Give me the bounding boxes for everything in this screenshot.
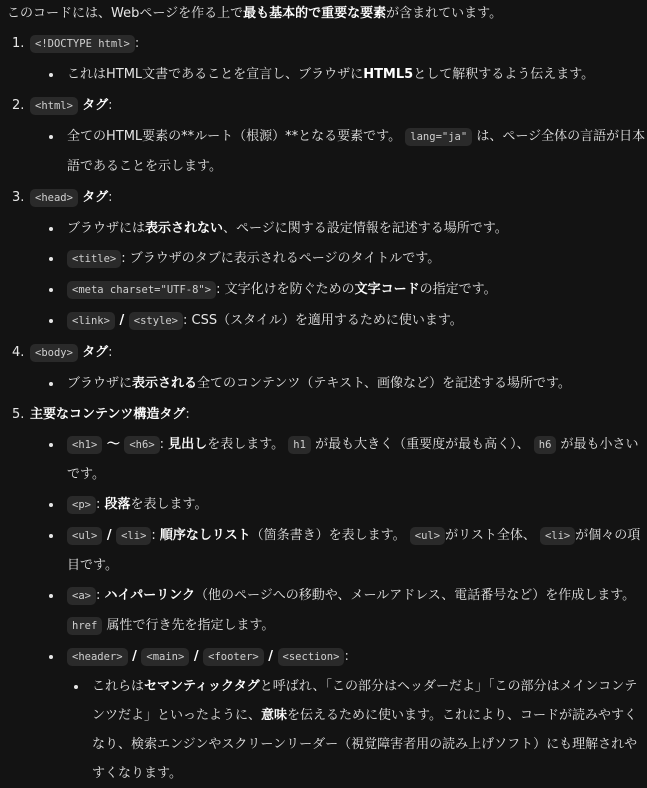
code-chip: <head> (30, 189, 78, 207)
text: : (151, 528, 160, 543)
text: を表します。 (130, 497, 208, 512)
text: を表します。 (207, 437, 285, 452)
text: : (95, 588, 105, 603)
code-chip: <meta charset="UTF-8"> (67, 281, 216, 299)
text: : (159, 437, 169, 452)
text: これはHTML文書であることを宣言し、ブラウザに (67, 67, 364, 82)
bold-text: HTML5 (363, 67, 414, 82)
sub-list (30, 430, 647, 788)
text: が最も小さいです。 (67, 437, 639, 482)
tag-list (7, 29, 647, 788)
colon: : (108, 98, 113, 113)
text: を伝えるために使います。これにより、コードが読みやすくなり、検索エンジンやスクリーンリーダー（視覚障害者用の読み上げソフト）にも理解されやすくなります。 (92, 708, 638, 781)
intro-paragraph (7, 0, 647, 27)
colon: : (134, 36, 140, 51)
code-chip: <li> (540, 527, 575, 545)
sub-list (30, 214, 647, 336)
sub-list-item (38, 214, 647, 243)
text: これらは (92, 679, 145, 694)
list-number: 4. (12, 345, 25, 360)
sub-list-item (38, 306, 647, 336)
separator: / (102, 528, 117, 543)
text: 属性で行き先を指定します。 (106, 618, 275, 633)
code-chip: h1 (288, 436, 311, 454)
text: : (95, 497, 105, 512)
code-chip: <!DOCTYPE html> (30, 35, 135, 53)
bold-text: ハイパーリンク (104, 588, 195, 603)
list-item-html (7, 91, 647, 181)
separator: 〜 (102, 437, 125, 452)
list-item-doctype (7, 29, 647, 89)
text: 全てのコンテンツ（テキスト、画像など）を記述する場所です。 (197, 376, 571, 391)
code-chip: <title> (67, 250, 121, 268)
separator: / (189, 649, 204, 664)
bold-text: 段落 (104, 497, 131, 512)
item-title: タグ (82, 345, 109, 360)
code-chip: <p> (67, 496, 96, 514)
sub-list-item (38, 490, 647, 520)
code-chip: h6 (534, 436, 557, 454)
text: の指定です。 (419, 282, 497, 297)
sub-list (30, 122, 647, 181)
code-chip: <footer> (203, 648, 264, 666)
code-chip: href (67, 617, 102, 635)
text: は、ページ全体の言語が日本語であることを示します。 (67, 129, 646, 174)
list-number: 3. (12, 190, 25, 205)
code-chip: <li> (116, 527, 151, 545)
code-chip: <section> (278, 648, 345, 666)
code-chip: <body> (30, 344, 78, 362)
text: 、ページに関する設定情報を記述する場所です。 (223, 221, 508, 236)
nested-sub-list (67, 672, 647, 788)
colon: : (108, 345, 113, 360)
code-chip: <ul> (67, 527, 102, 545)
list-item-structure-tags (7, 400, 647, 788)
colon: : (108, 190, 113, 205)
code-chip: <link> (67, 312, 115, 330)
list-number: 1. (12, 36, 25, 51)
text: （他のページへの移動や、メールアドレス、電話番号など）を作成します。 (194, 588, 636, 603)
intro-text: このコードには、Webページを作る上で (7, 6, 244, 21)
list-number: 2. (12, 98, 25, 113)
text: （箇条書き）を表します。 (250, 528, 406, 543)
list-item-body (7, 338, 647, 398)
separator: / (114, 313, 129, 328)
code-chip: <a> (67, 587, 96, 605)
text: がリスト全体、 (445, 528, 536, 543)
list-number: 5. (12, 407, 25, 422)
colon: : (344, 649, 349, 664)
bold-text: 順序なしリスト (159, 528, 251, 543)
code-chip: <h6> (124, 436, 159, 454)
text: 全てのHTML要素の**ルート（根源）**となる要素です。 (67, 129, 402, 144)
code-chip: <ul> (410, 527, 445, 545)
list-item-head (7, 183, 647, 336)
bold-text: 表示される (132, 376, 198, 391)
sub-list-item (38, 275, 647, 305)
intro-bold: 最も基本的で重要な要素 (243, 6, 387, 21)
sub-list-item (38, 244, 647, 274)
code-chip: lang="ja" (405, 128, 472, 146)
sub-list (30, 369, 647, 398)
nested-list-item (67, 672, 647, 788)
separator: / (127, 649, 142, 664)
bold-text: 見出し (168, 437, 208, 452)
intro-text-end: が含まれています。 (386, 6, 503, 21)
code-chip: <header> (67, 648, 128, 666)
sub-list-item (38, 60, 647, 89)
code-chip: <style> (129, 312, 183, 330)
bold-text: セマンティックタグ (144, 679, 260, 694)
text: : ブラウザのタブに表示されるページのタイトルです。 (121, 251, 441, 266)
colon: : (185, 407, 190, 422)
sub-list (30, 60, 647, 89)
item-title: タグ (82, 190, 109, 205)
text: : CSS（スタイル）を適用するために使います。 (183, 313, 463, 328)
text: : 文字化けを防ぐための (216, 282, 355, 297)
code-chip: <h1> (67, 436, 102, 454)
bold-text: 表示されない (145, 221, 224, 236)
text: として解釈するよう伝えます。 (413, 67, 595, 82)
separator: / (263, 649, 278, 664)
sub-list-item (38, 430, 647, 489)
sub-list-item (38, 642, 647, 788)
text: が最も大きく（重要度が最も高く）、 (315, 437, 530, 452)
item-title: 主要なコンテンツ構造タグ (30, 407, 186, 422)
code-chip: <main> (141, 648, 189, 666)
bold-text: 文字コード (354, 282, 420, 297)
bold-text: 意味 (261, 708, 288, 723)
sub-list-item (38, 122, 647, 181)
item-title: タグ (82, 98, 109, 113)
code-chip: <html> (30, 97, 78, 115)
sub-list-item (38, 369, 647, 398)
sub-list-item (38, 581, 647, 641)
text: と呼ばれ、「この部分はヘッダーだよ」「この部分はメインコンテンツだよ」といったように、 (92, 679, 638, 723)
text: ブラウザには (67, 221, 146, 236)
sub-list-item (38, 521, 647, 580)
text: ブラウザに (67, 376, 133, 391)
text: が個々の項目です。 (67, 528, 641, 573)
